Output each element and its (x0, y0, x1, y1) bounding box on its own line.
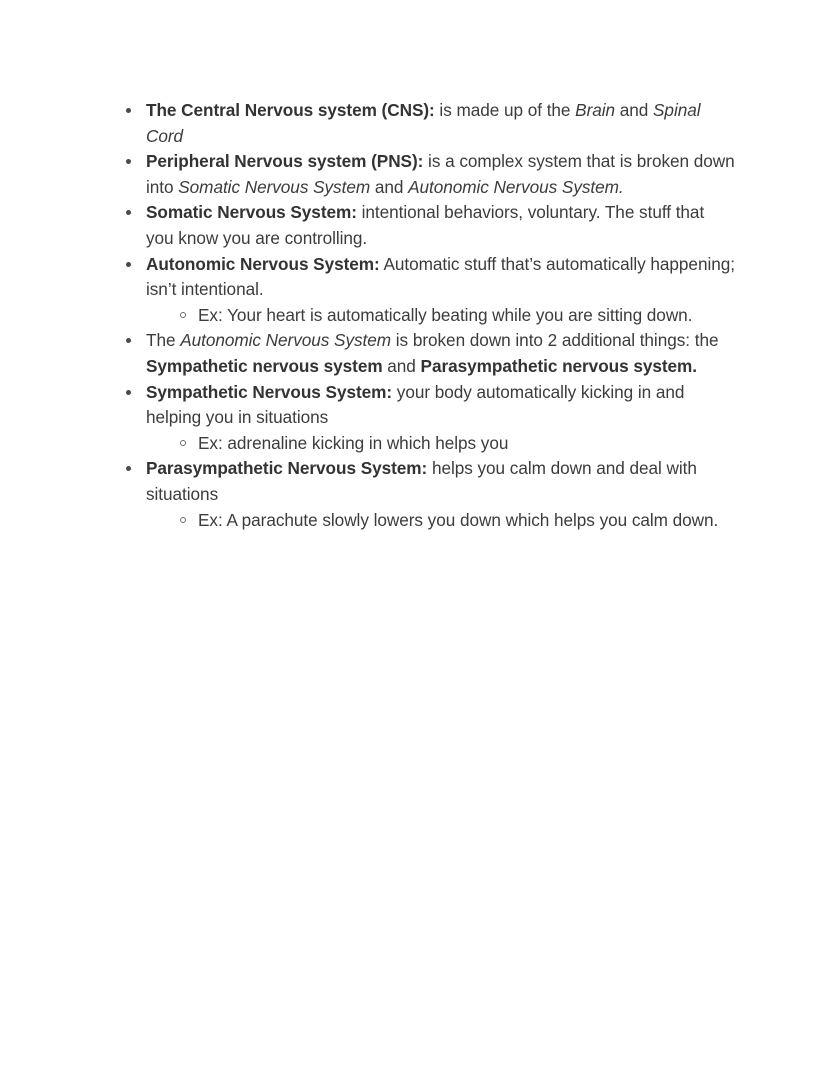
text-run-regular: intentional behaviors, voluntary. The stuff that you know you are controlling. (146, 202, 705, 248)
text-run-bold: Somatic Nervous System: (146, 202, 357, 223)
filled-disc-bullet-icon (126, 210, 131, 215)
outline-sub-item (180, 508, 736, 534)
outline-item (126, 149, 736, 200)
text-run-bold: Parasympathetic Nervous System: (146, 458, 428, 479)
text-run-italic: Spinal Cord (146, 100, 701, 146)
outline-item-text (146, 456, 736, 507)
outline-item (126, 328, 736, 379)
text-run-regular: is broken down into 2 additional things: the (391, 330, 719, 351)
text-run-regular: helps you calm down and deal with situations (146, 458, 697, 504)
text-run-regular: Ex: A parachute slowly lowers you down which helps you calm down. (198, 509, 719, 530)
text-run-bold: Autonomic Nervous System: (146, 253, 380, 274)
outline-sub-item (180, 303, 736, 329)
outline-item-text (198, 431, 736, 457)
outline-item (126, 252, 736, 329)
text-run-regular: and (370, 176, 409, 197)
text-run-italic: Autonomic Nervous System (180, 330, 392, 351)
outline-item-text (198, 303, 736, 329)
text-run-italic: Autonomic Nervous System. (408, 176, 624, 197)
outline-item-text (146, 328, 736, 379)
filled-disc-bullet-icon (126, 390, 131, 395)
outline-item-text (198, 508, 736, 534)
outline-item (126, 200, 736, 251)
hollow-circle-bullet-icon (180, 312, 186, 318)
text-run-bold: Sympathetic Nervous System: (146, 381, 393, 402)
text-run-regular: The (146, 330, 181, 351)
outline-item-text (146, 98, 736, 149)
outline-list (126, 98, 736, 533)
text-run-regular: Ex: adrenaline kicking in which helps you (198, 432, 509, 453)
text-run-regular: Automatic stuff that’s automatically happening; isn’t intentional. (146, 253, 735, 300)
text-run-regular: your body automatically kicking in and helping you in situations (146, 381, 685, 428)
outline-item-text (146, 380, 736, 431)
filled-disc-bullet-icon (126, 338, 131, 343)
hollow-circle-bullet-icon (180, 440, 186, 446)
outline-item (126, 380, 736, 457)
outline-sublist (146, 303, 736, 329)
text-run-regular: and (615, 100, 654, 120)
outline-item-text (146, 200, 736, 251)
notes-body (126, 98, 736, 533)
text-run-bold: Sympathetic nervous system (146, 355, 383, 376)
text-run-bold: Peripheral Nervous system (PNS): (146, 151, 424, 172)
outline-item-text (146, 252, 736, 303)
outline-item (126, 456, 736, 533)
filled-disc-bullet-icon (126, 159, 131, 164)
text-run-bold: The Central Nervous system (CNS): (146, 100, 435, 120)
text-run-italic: Somatic Nervous System (178, 176, 371, 197)
text-run-bold: Parasympathetic nervous system. (420, 355, 697, 376)
outline-sub-item (180, 431, 736, 457)
filled-disc-bullet-icon (126, 262, 131, 267)
text-run-regular: is made up of the (434, 100, 576, 120)
filled-disc-bullet-icon (126, 108, 131, 113)
outline-item-text (146, 149, 736, 200)
text-run-italic: Brain (575, 100, 616, 120)
text-run-regular: Ex: Your heart is automatically beating while you are sitting down. (198, 304, 693, 325)
outline-sublist (146, 431, 736, 457)
text-run-regular: is a complex system that is broken down into (146, 151, 735, 197)
outline-sublist (146, 508, 736, 534)
text-run-regular: and (382, 355, 421, 376)
outline-item (126, 98, 736, 149)
hollow-circle-bullet-icon (180, 517, 186, 523)
filled-disc-bullet-icon (126, 466, 131, 471)
